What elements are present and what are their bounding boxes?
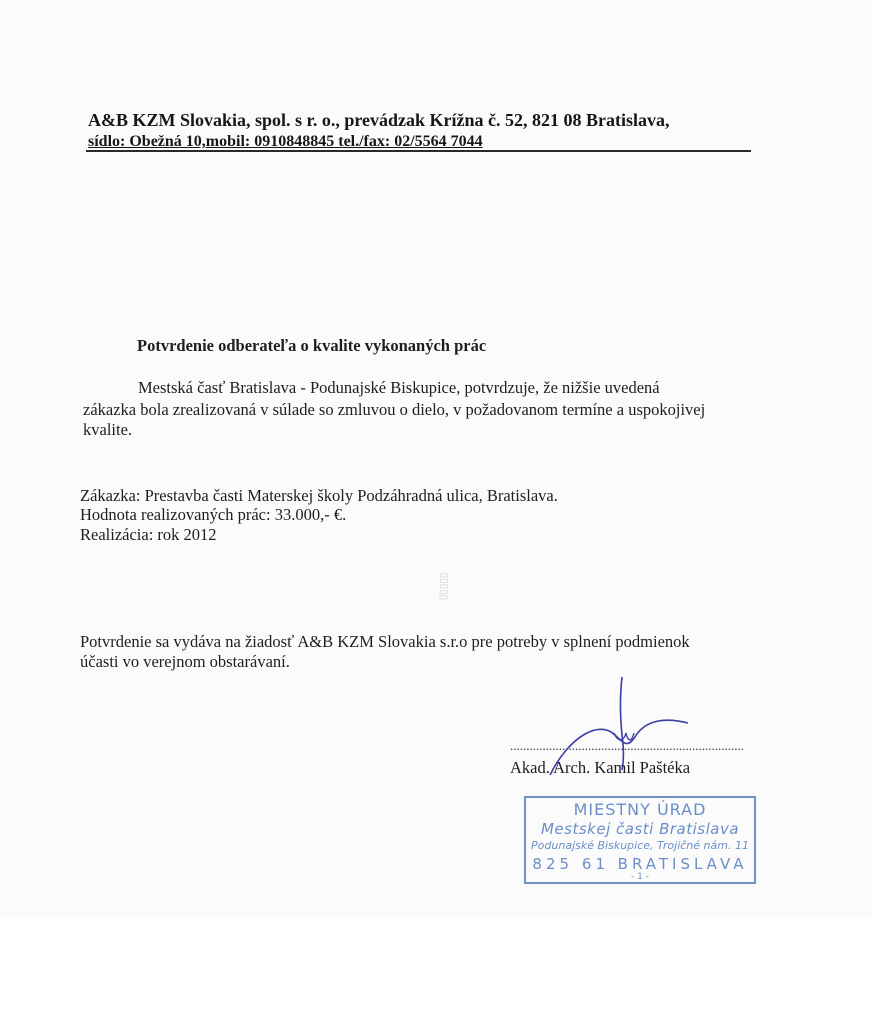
signatory-name: Akad. Arch. Kamil Paštéka xyxy=(510,758,691,777)
intro-line3: kvalite. xyxy=(83,420,133,439)
faint-mark: ▯▯▯▯▯ xyxy=(438,572,450,601)
blank-margin xyxy=(0,918,872,1028)
closing-line2: účasti vo verejnom obstarávaní. xyxy=(80,652,290,671)
intro-line2: zákazka bola zrealizovaná v súlade so zmluvou o dielo, v požadovanom termíne a uspokojivej xyxy=(83,400,706,419)
stamp-line2: Mestskej časti Bratislava xyxy=(540,820,740,838)
letterhead-line1: A&B KZM Slovakia, spol. s r. o., prevádzak Krížna č. 52, 821 08 Bratislava, xyxy=(88,110,670,130)
handwritten-signature xyxy=(540,675,700,785)
value-line: Hodnota realizovaných prác: 33.000,- €. xyxy=(80,505,347,524)
order-line: Zákazka: Prestavba časti Materskej školy Podzáhradná ulica, Bratislava. xyxy=(80,486,558,505)
intro-line1: Mestská časť Bratislava - Podunajské Biskupice, potvrdzuje, že nižšie uvedená xyxy=(138,378,660,397)
letterhead-rule xyxy=(86,150,751,152)
signature-line: ........................................................................ xyxy=(510,738,744,753)
stamp-line5: - 1 - xyxy=(631,872,649,882)
office-stamp xyxy=(524,796,756,884)
stamp-line1: MIESTNY ÚRAD xyxy=(573,800,707,819)
closing-line1: Potvrdenie sa vydáva na žiadosť A&B KZM Slovakia s.r.o pre potreby v splnení podmienok xyxy=(80,632,690,651)
stamp-line4: 825 61 BRATISLAVA xyxy=(532,855,748,873)
stamp-line3: Podunajské Biskupice, Trojičné nám. 11 xyxy=(531,839,749,852)
year-line: Realizácia: rok 2012 xyxy=(80,525,217,544)
letterhead-line2: sídlo: Obežná 10,mobil: 0910848845 tel./fax: 02/5564 7044 xyxy=(88,133,483,150)
document-title: Potvrdenie odberateľa o kvalite vykonaných prác xyxy=(137,336,487,355)
